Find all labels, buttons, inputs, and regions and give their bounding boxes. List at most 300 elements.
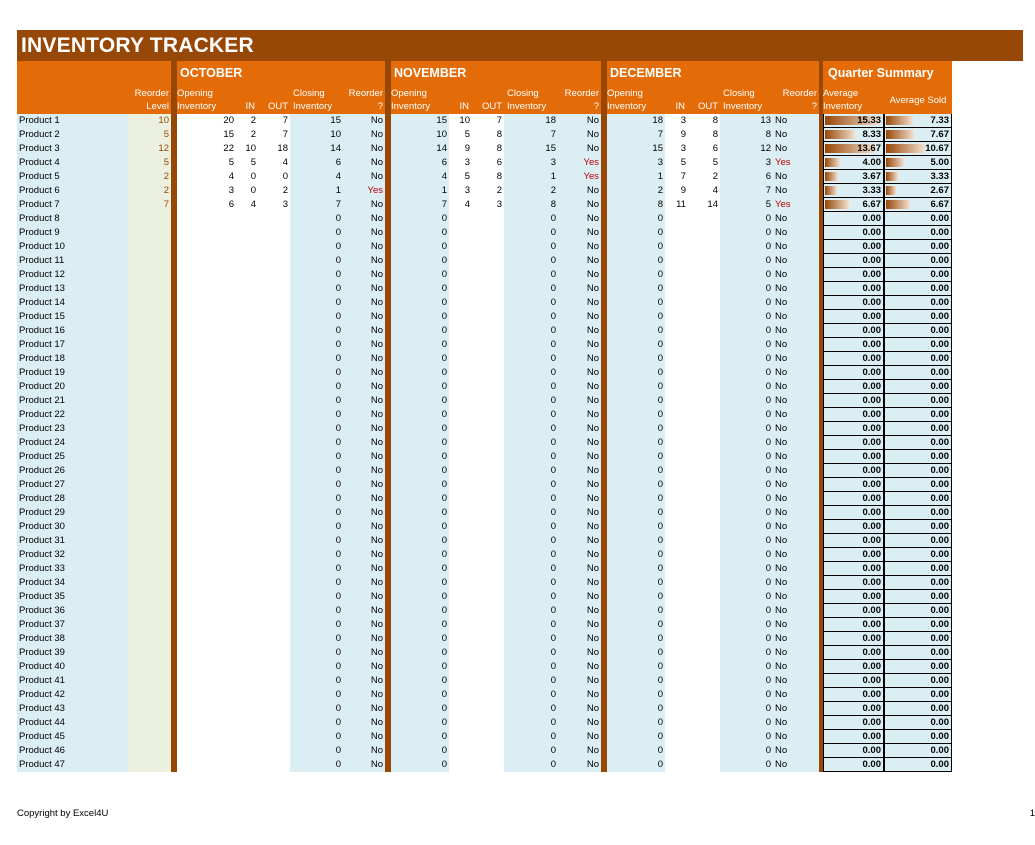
reorder-level — [128, 212, 171, 226]
dec-reorder: No — [773, 674, 819, 688]
oct-out — [258, 254, 290, 268]
avg-inventory: 0.00 — [823, 744, 884, 758]
oct-in — [236, 576, 258, 590]
oct-opening — [177, 296, 236, 310]
header-closing-december: Closing Inventory — [720, 86, 773, 114]
reorder-level — [128, 646, 171, 660]
nov-closing: 0 — [504, 660, 558, 674]
dec-closing: 0 — [720, 562, 773, 576]
oct-out — [258, 604, 290, 618]
dec-out — [688, 450, 720, 464]
nov-in — [449, 296, 472, 310]
product-name: Product 7 — [17, 198, 128, 212]
dec-out — [688, 464, 720, 478]
nov-out — [472, 576, 504, 590]
dec-out — [688, 744, 720, 758]
avg-inventory: 0.00 — [823, 212, 884, 226]
oct-reorder: No — [343, 408, 385, 422]
product-name: Product 26 — [17, 464, 128, 478]
dec-in — [665, 576, 688, 590]
avg-sold: 0.00 — [884, 366, 952, 380]
dec-out: 5 — [688, 156, 720, 170]
dec-opening: 0 — [607, 688, 665, 702]
dec-opening: 0 — [607, 744, 665, 758]
dec-reorder: No — [773, 142, 819, 156]
nov-in — [449, 660, 472, 674]
dec-in: 9 — [665, 184, 688, 198]
dec-closing: 0 — [720, 604, 773, 618]
nov-opening: 0 — [391, 646, 449, 660]
oct-reorder: No — [343, 702, 385, 716]
reorder-level — [128, 464, 171, 478]
product-name: Product 15 — [17, 310, 128, 324]
dec-opening: 8 — [607, 198, 665, 212]
oct-reorder: No — [343, 492, 385, 506]
product-name: Product 36 — [17, 604, 128, 618]
product-name: Product 38 — [17, 632, 128, 646]
avg-sold: 0.00 — [884, 744, 952, 758]
nov-out — [472, 646, 504, 660]
nov-out — [472, 352, 504, 366]
reorder-level — [128, 352, 171, 366]
dec-closing: 0 — [720, 240, 773, 254]
header-closing-october: Closing Inventory — [290, 86, 343, 114]
oct-opening — [177, 576, 236, 590]
reorder-level — [128, 730, 171, 744]
dec-out — [688, 478, 720, 492]
nov-opening: 14 — [391, 142, 449, 156]
avg-sold: 0.00 — [884, 632, 952, 646]
data-bar — [886, 172, 898, 181]
oct-opening — [177, 450, 236, 464]
oct-reorder: No — [343, 604, 385, 618]
nov-closing: 0 — [504, 702, 558, 716]
oct-reorder: No — [343, 632, 385, 646]
oct-in — [236, 338, 258, 352]
avg-inventory: 0.00 — [823, 688, 884, 702]
oct-out — [258, 548, 290, 562]
oct-out — [258, 310, 290, 324]
oct-opening: 22 — [177, 142, 236, 156]
dec-in — [665, 338, 688, 352]
nov-opening: 0 — [391, 478, 449, 492]
oct-in — [236, 408, 258, 422]
dec-out: 2 — [688, 170, 720, 184]
avg-sold: 0.00 — [884, 548, 952, 562]
dec-reorder: No — [773, 380, 819, 394]
dec-opening: 0 — [607, 296, 665, 310]
reorder-level — [128, 380, 171, 394]
nov-in — [449, 478, 472, 492]
header-in-october: IN — [236, 86, 258, 114]
nov-opening: 0 — [391, 688, 449, 702]
oct-closing: 0 — [290, 618, 343, 632]
avg-sold: 0.00 — [884, 646, 952, 660]
nov-closing: 0 — [504, 562, 558, 576]
dec-out — [688, 226, 720, 240]
nov-out: 6 — [472, 156, 504, 170]
nov-opening: 0 — [391, 660, 449, 674]
dec-reorder: No — [773, 506, 819, 520]
dec-reorder: No — [773, 366, 819, 380]
oct-in: 4 — [236, 198, 258, 212]
dec-opening: 3 — [607, 156, 665, 170]
oct-out — [258, 730, 290, 744]
nov-opening: 0 — [391, 492, 449, 506]
dec-closing: 8 — [720, 128, 773, 142]
reorder-level: 10 — [128, 114, 171, 128]
avg-inventory: 0.00 — [823, 534, 884, 548]
nov-opening: 0 — [391, 324, 449, 338]
oct-closing: 0 — [290, 254, 343, 268]
nov-in — [449, 716, 472, 730]
oct-reorder: No — [343, 324, 385, 338]
data-bar — [825, 130, 855, 139]
oct-opening — [177, 604, 236, 618]
reorder-level — [128, 240, 171, 254]
dec-closing: 0 — [720, 632, 773, 646]
dec-reorder: Yes — [773, 156, 819, 170]
dec-reorder: No — [773, 422, 819, 436]
nov-opening: 0 — [391, 408, 449, 422]
avg-inventory: 0.00 — [823, 296, 884, 310]
nov-closing: 0 — [504, 506, 558, 520]
avg-inventory: 0.00 — [823, 310, 884, 324]
dec-reorder: No — [773, 660, 819, 674]
avg-inventory: 0.00 — [823, 660, 884, 674]
nov-opening: 0 — [391, 674, 449, 688]
oct-reorder: No — [343, 590, 385, 604]
header-opening-december: Opening Inventory — [607, 86, 665, 114]
oct-in — [236, 394, 258, 408]
reorder-level — [128, 688, 171, 702]
nov-reorder: Yes — [558, 170, 601, 184]
header-avg-sold: Average Sold — [884, 86, 952, 114]
avg-sold: 7.33 — [884, 114, 952, 128]
oct-out — [258, 702, 290, 716]
nov-out — [472, 632, 504, 646]
dec-opening: 0 — [607, 394, 665, 408]
nov-out — [472, 394, 504, 408]
dec-closing: 0 — [720, 352, 773, 366]
nov-reorder: No — [558, 198, 601, 212]
dec-reorder: No — [773, 114, 819, 128]
oct-opening — [177, 324, 236, 338]
dec-closing: 0 — [720, 660, 773, 674]
nov-closing: 0 — [504, 478, 558, 492]
nov-closing: 0 — [504, 464, 558, 478]
product-name: Product 29 — [17, 506, 128, 520]
avg-sold: 0.00 — [884, 660, 952, 674]
nov-closing: 0 — [504, 450, 558, 464]
nov-out — [472, 240, 504, 254]
nov-in — [449, 226, 472, 240]
nov-opening: 0 — [391, 590, 449, 604]
nov-out — [472, 730, 504, 744]
oct-closing: 0 — [290, 296, 343, 310]
dec-reorder: No — [773, 394, 819, 408]
oct-closing: 0 — [290, 352, 343, 366]
nov-in — [449, 366, 472, 380]
dec-in — [665, 520, 688, 534]
nov-closing: 0 — [504, 716, 558, 730]
avg-sold: 0.00 — [884, 534, 952, 548]
reorder-level: 5 — [128, 128, 171, 142]
dec-reorder: No — [773, 310, 819, 324]
nov-out: 8 — [472, 128, 504, 142]
dec-opening: 0 — [607, 338, 665, 352]
header-opening-november: Opening Inventory — [391, 86, 449, 114]
nov-closing: 0 — [504, 408, 558, 422]
oct-closing: 0 — [290, 226, 343, 240]
oct-reorder: No — [343, 660, 385, 674]
dec-in — [665, 590, 688, 604]
oct-out — [258, 282, 290, 296]
product-name: Product 27 — [17, 478, 128, 492]
reorder-level — [128, 226, 171, 240]
oct-in — [236, 520, 258, 534]
oct-closing: 0 — [290, 758, 343, 772]
nov-opening: 0 — [391, 506, 449, 520]
dec-closing: 0 — [720, 268, 773, 282]
reorder-level — [128, 534, 171, 548]
product-name: Product 41 — [17, 674, 128, 688]
dec-reorder: No — [773, 576, 819, 590]
dec-reorder: No — [773, 282, 819, 296]
nov-out — [472, 534, 504, 548]
oct-out: 18 — [258, 142, 290, 156]
product-name: Product 37 — [17, 618, 128, 632]
nov-in — [449, 520, 472, 534]
nov-out — [472, 324, 504, 338]
dec-closing: 0 — [720, 478, 773, 492]
oct-opening — [177, 478, 236, 492]
dec-closing: 0 — [720, 394, 773, 408]
avg-inventory: 0.00 — [823, 716, 884, 730]
oct-out — [258, 394, 290, 408]
nov-out — [472, 562, 504, 576]
oct-closing: 0 — [290, 702, 343, 716]
nov-closing: 0 — [504, 618, 558, 632]
oct-closing: 10 — [290, 128, 343, 142]
nov-closing: 0 — [504, 268, 558, 282]
dec-opening: 0 — [607, 534, 665, 548]
dec-opening: 0 — [607, 758, 665, 772]
oct-opening — [177, 702, 236, 716]
dec-in — [665, 212, 688, 226]
avg-sold: 0.00 — [884, 590, 952, 604]
data-bar — [886, 186, 896, 195]
nov-reorder: No — [558, 240, 601, 254]
dec-in — [665, 380, 688, 394]
product-name: Product 21 — [17, 394, 128, 408]
avg-inventory: 0.00 — [823, 268, 884, 282]
dec-reorder: No — [773, 632, 819, 646]
reorder-level — [128, 310, 171, 324]
nov-closing: 0 — [504, 492, 558, 506]
oct-reorder: No — [343, 674, 385, 688]
oct-closing: 0 — [290, 562, 343, 576]
reorder-level — [128, 338, 171, 352]
dec-reorder: No — [773, 464, 819, 478]
oct-closing: 0 — [290, 240, 343, 254]
nov-reorder: No — [558, 464, 601, 478]
dec-in — [665, 492, 688, 506]
dec-closing: 0 — [720, 674, 773, 688]
dec-closing: 0 — [720, 758, 773, 772]
dec-opening: 0 — [607, 240, 665, 254]
dec-reorder: No — [773, 128, 819, 142]
product-name: Product 6 — [17, 184, 128, 198]
oct-in — [236, 450, 258, 464]
oct-reorder: Yes — [343, 184, 385, 198]
nov-out — [472, 450, 504, 464]
dec-closing: 0 — [720, 576, 773, 590]
dec-out — [688, 422, 720, 436]
nov-out — [472, 212, 504, 226]
nov-opening: 0 — [391, 212, 449, 226]
nov-in — [449, 618, 472, 632]
product-name: Product 5 — [17, 170, 128, 184]
nov-reorder: No — [558, 352, 601, 366]
nov-closing: 0 — [504, 394, 558, 408]
nov-opening: 0 — [391, 450, 449, 464]
dec-closing: 0 — [720, 702, 773, 716]
dec-opening: 0 — [607, 576, 665, 590]
oct-out — [258, 268, 290, 282]
oct-closing: 0 — [290, 282, 343, 296]
header-reorder-december: Reorder ? — [773, 86, 819, 114]
dec-reorder: No — [773, 352, 819, 366]
dec-in — [665, 506, 688, 520]
nov-opening: 0 — [391, 618, 449, 632]
product-name: Product 45 — [17, 730, 128, 744]
dec-closing: 0 — [720, 324, 773, 338]
dec-opening: 0 — [607, 548, 665, 562]
nov-closing: 0 — [504, 422, 558, 436]
oct-opening — [177, 758, 236, 772]
dec-closing: 0 — [720, 422, 773, 436]
nov-in — [449, 562, 472, 576]
oct-in — [236, 324, 258, 338]
oct-opening — [177, 310, 236, 324]
avg-sold: 0.00 — [884, 520, 952, 534]
avg-sold: 0.00 — [884, 408, 952, 422]
oct-reorder: No — [343, 548, 385, 562]
nov-closing: 0 — [504, 310, 558, 324]
product-name: Product 14 — [17, 296, 128, 310]
oct-out — [258, 562, 290, 576]
oct-closing: 0 — [290, 730, 343, 744]
nov-in — [449, 576, 472, 590]
dec-opening: 0 — [607, 604, 665, 618]
nov-reorder: No — [558, 618, 601, 632]
month-title-december: DECEMBER — [607, 61, 819, 86]
nov-reorder: No — [558, 478, 601, 492]
nov-reorder: No — [558, 632, 601, 646]
oct-in — [236, 422, 258, 436]
oct-reorder: No — [343, 310, 385, 324]
dec-reorder: Yes — [773, 198, 819, 212]
product-name: Product 22 — [17, 408, 128, 422]
dec-in — [665, 394, 688, 408]
nov-in — [449, 268, 472, 282]
nov-closing: 0 — [504, 758, 558, 772]
oct-reorder: No — [343, 170, 385, 184]
avg-sold: 0.00 — [884, 464, 952, 478]
copyright-footer: Copyright by Excel4U — [17, 808, 109, 819]
oct-out — [258, 646, 290, 660]
dec-opening: 1 — [607, 170, 665, 184]
oct-opening: 6 — [177, 198, 236, 212]
avg-inventory: 0.00 — [823, 366, 884, 380]
oct-reorder: No — [343, 254, 385, 268]
oct-in: 2 — [236, 114, 258, 128]
nov-opening: 0 — [391, 282, 449, 296]
nov-reorder: No — [558, 688, 601, 702]
dec-in — [665, 478, 688, 492]
dec-closing: 0 — [720, 520, 773, 534]
dec-in: 7 — [665, 170, 688, 184]
nov-closing: 0 — [504, 338, 558, 352]
month-title-october: OCTOBER — [177, 61, 385, 86]
nov-in — [449, 492, 472, 506]
nov-opening: 0 — [391, 730, 449, 744]
oct-reorder: No — [343, 114, 385, 128]
avg-inventory: 0.00 — [823, 520, 884, 534]
avg-inventory: 0.00 — [823, 408, 884, 422]
oct-opening — [177, 254, 236, 268]
reorder-level — [128, 590, 171, 604]
reorder-level — [128, 422, 171, 436]
dec-out — [688, 282, 720, 296]
dec-in: 3 — [665, 142, 688, 156]
data-bar — [825, 158, 840, 167]
avg-sold: 5.00 — [884, 156, 952, 170]
data-bar — [886, 144, 925, 153]
dec-closing: 0 — [720, 282, 773, 296]
nov-out — [472, 492, 504, 506]
dec-closing: 0 — [720, 310, 773, 324]
avg-sold: 0.00 — [884, 730, 952, 744]
dec-in — [665, 324, 688, 338]
nov-closing: 0 — [504, 254, 558, 268]
product-name: Product 13 — [17, 282, 128, 296]
dec-out: 6 — [688, 142, 720, 156]
nov-reorder: No — [558, 338, 601, 352]
oct-reorder: No — [343, 478, 385, 492]
dec-closing: 0 — [720, 730, 773, 744]
avg-sold: 0.00 — [884, 352, 952, 366]
oct-reorder: No — [343, 352, 385, 366]
product-name: Product 16 — [17, 324, 128, 338]
dec-reorder: No — [773, 478, 819, 492]
data-bar — [825, 172, 838, 181]
oct-in — [236, 478, 258, 492]
oct-closing: 0 — [290, 268, 343, 282]
dec-in: 5 — [665, 156, 688, 170]
dec-closing: 0 — [720, 618, 773, 632]
oct-in — [236, 296, 258, 310]
oct-in — [236, 436, 258, 450]
dec-reorder: No — [773, 562, 819, 576]
dec-opening: 0 — [607, 660, 665, 674]
oct-opening — [177, 660, 236, 674]
dec-opening: 0 — [607, 380, 665, 394]
data-bar — [886, 116, 913, 125]
data-bar — [825, 200, 849, 209]
avg-inventory: 0.00 — [823, 492, 884, 506]
